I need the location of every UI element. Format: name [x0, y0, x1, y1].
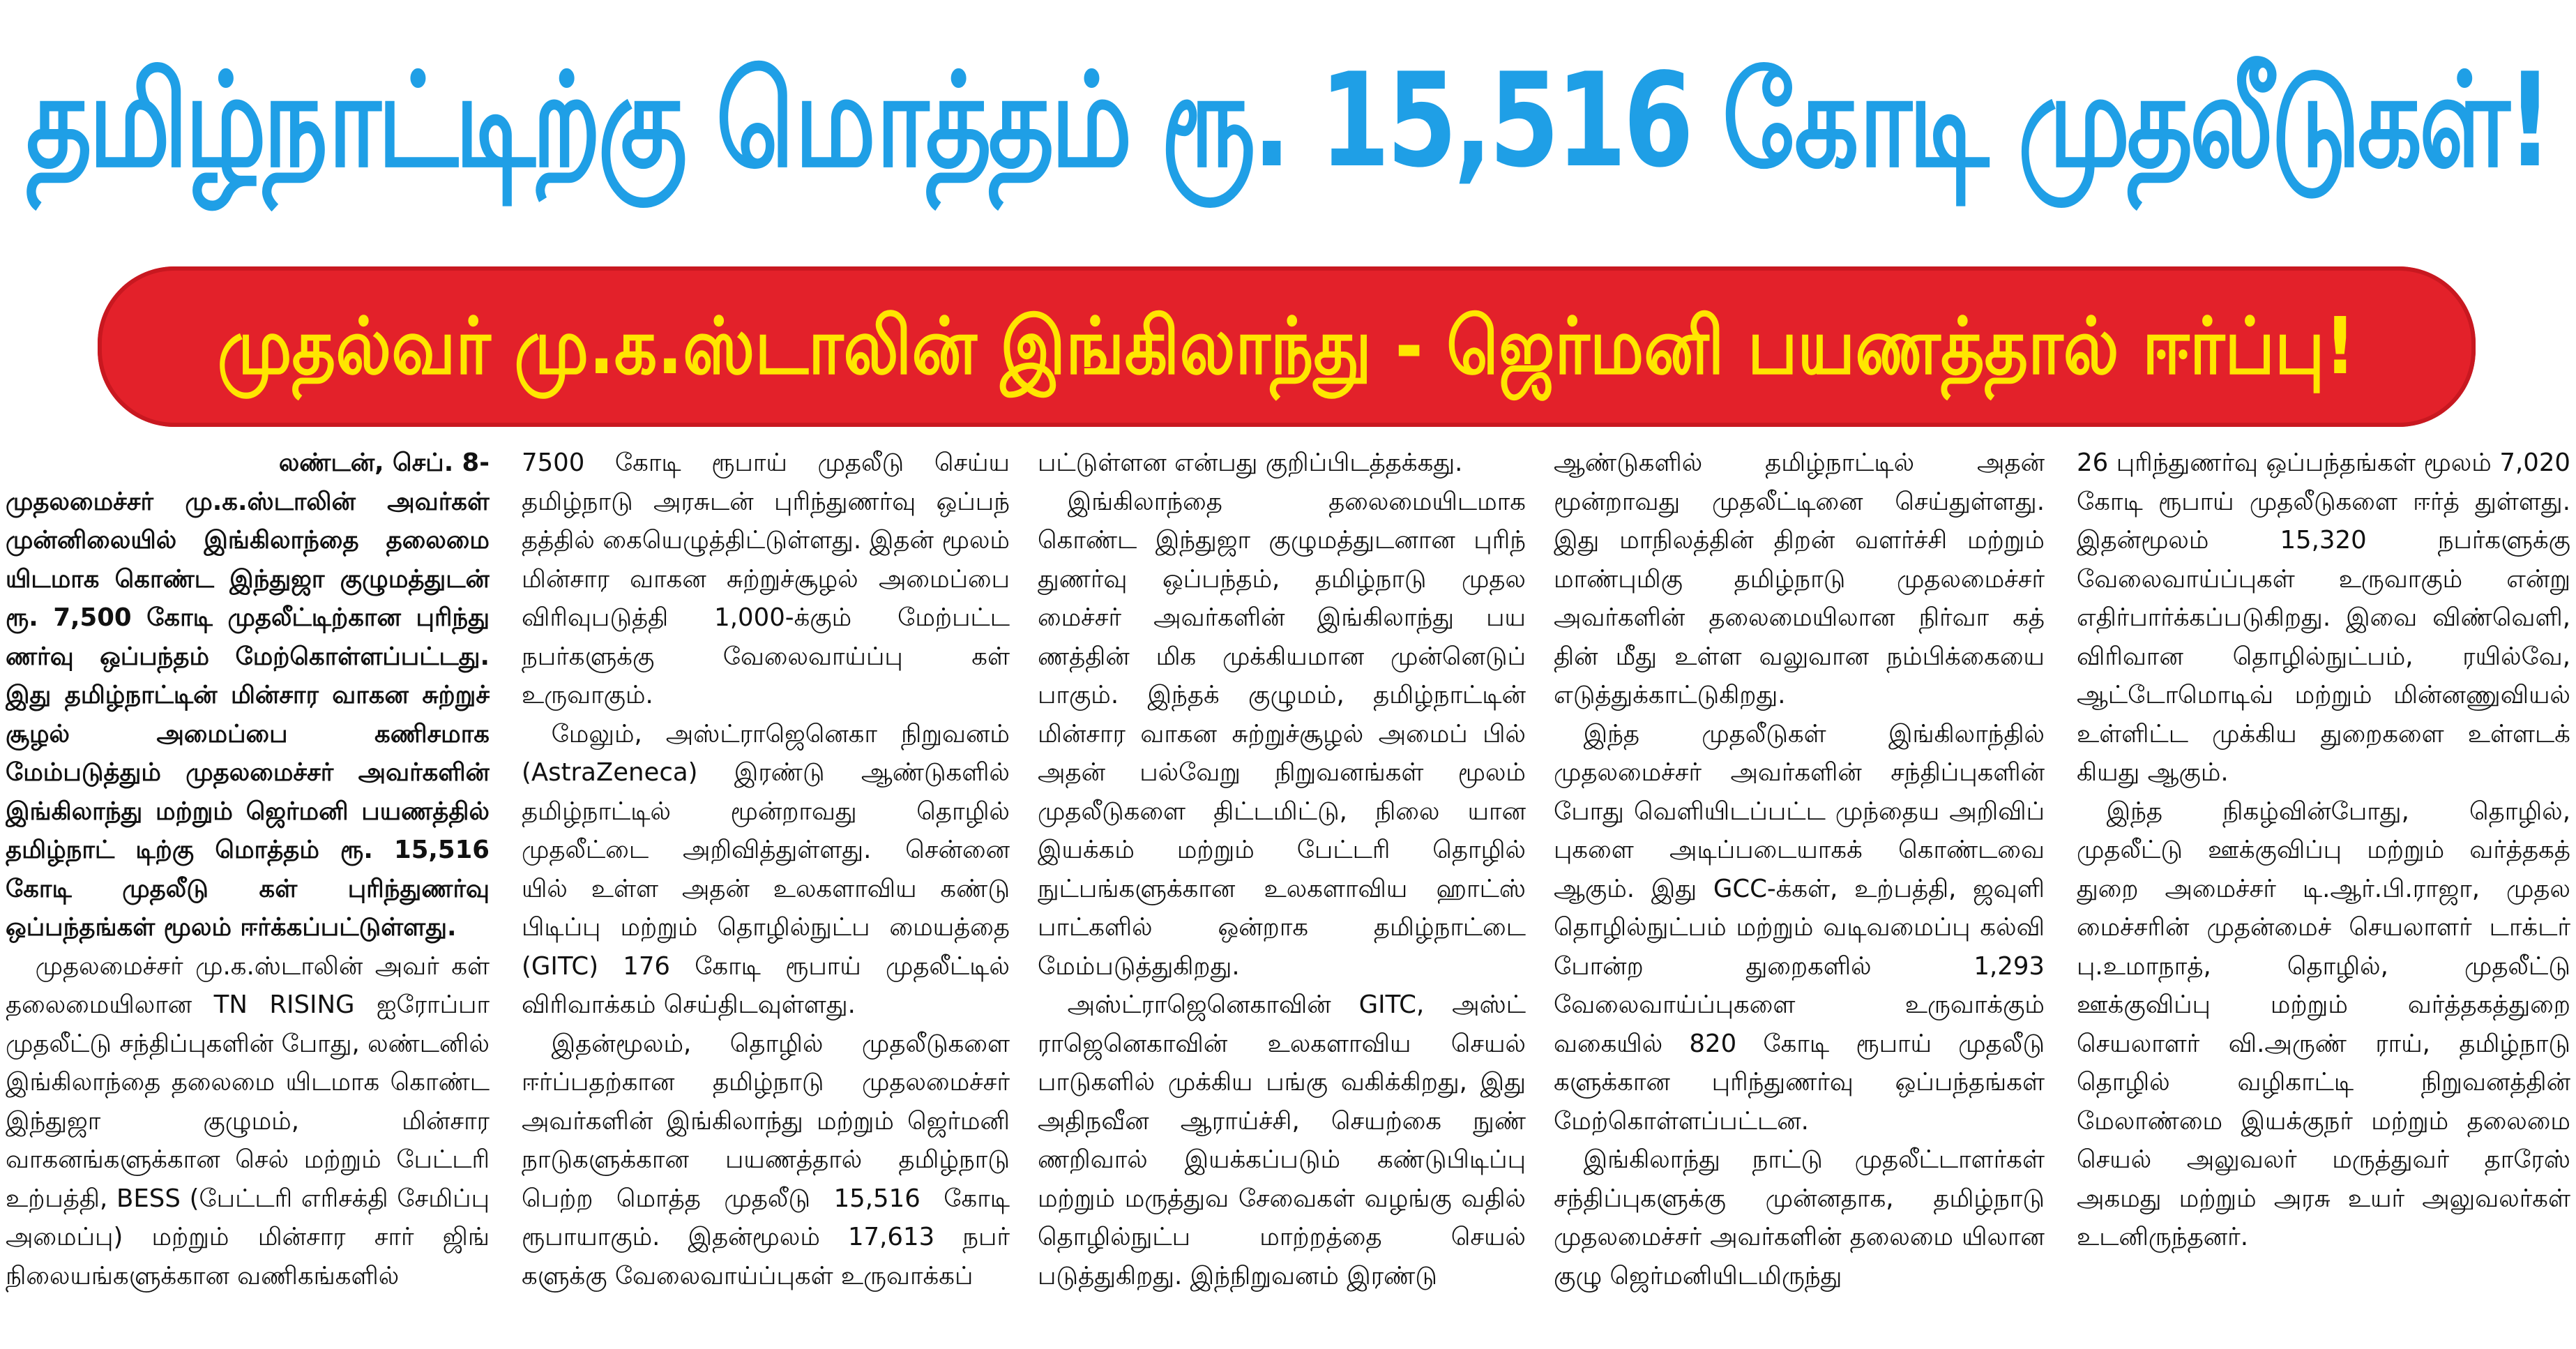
paragraph: இதன்மூலம், தொழில் முதலீடுகளை ஈர்ப்பதற்கான தமிழ்நாடு முதலமைச்சர் அவர்களின் இங்கிலாந்து மற்றும் ஜெர்மனி நாடுகளுக்கான பயணத்தால் தமிழ்நாடு பெற்ற மொத்த முதலீடு 15,516 கோடி ரூபாயாகும். இதன்மூலம் 17,613 நபர் களுக்கு வேலைவாய்ப்புகள் உருவாக்கப்	[522, 1029, 1010, 1290]
paragraph: இங்கிலாந்து நாட்டு முதலீட்டாளர்கள் சந்திப்புகளுக்கு முன்னதாக, தமிழ்நாடு முதலமைச்சர் அவர்களின் தலைமை யிலான குழு ஜெர்மனியிடமிருந்து	[1554, 1145, 2045, 1290]
paragraph: 26 புரிந்துணர்வு ஒப்பந்தங்கள் மூலம் 7,020 கோடி ரூபாய் முதலீடுகளை ஈர்த் துள்ளது. இதன்மூலம் 15,320 நபர்களுக்கு வேலைவாய்ப்புகள் உருவாகும் என்று எதிர்பார்க்கப்படுகிறது. இவை விண்வெளி, விரிவான தொழில்நுட்பம், ரயில்வே, ஆட்டோமொடிவ் மற்றும் மின்னணுவியல் உள்ளிட்ட முக்கிய துறைகளை உள்ளடக் கியது ஆகும்.	[2077, 449, 2570, 787]
article-column-2	[522, 444, 1010, 1349]
dateline: லண்டன், செப். 8-	[278, 449, 490, 477]
article-column-5	[2077, 444, 2570, 1349]
paragraph: அஸ்ட்ராஜெனெகாவின் GITC, அஸ்ட் ராஜெனெகாவின் உலகளாவிய செயல் பாடுகளில் முக்கிய பங்கு வகிக்கிறது, இது அதிநவீன ஆராய்ச்சி, செயற்கை நுண் ணறிவால் இயக்கப்படும் கண்டுபிடிப்பு மற்றும் மருத்துவ சேவைகள் வழங்கு வதில் தொழில்நுட்ப மாற்றத்தை செயல் படுத்துகிறது. இந்நிறுவனம் இரண்டு	[1038, 990, 1526, 1290]
subheadline-banner	[98, 266, 2476, 427]
paragraph: இங்கிலாந்தை தலைமையிடமாக கொண்ட இந்துஜா குழுமத்துடனான புரிந் துணர்வு ஒப்பந்தம், தமிழ்நாடு முதல மைச்சர் அவர்களின் இங்கிலாந்து பய ணத்தின் மிக முக்கியமான முன்னெடுப் பாகும். இந்தக் குழுமம், தமிழ்நாட்டின் மின்சார வாகன சுற்றுச்சூழல் அமைப் பில் அதன் பல்வேறு நிறுவனங்கள் மூலம் முதலீடுகளை திட்டமிட்டு, நிலை யான இயக்கம் மற்றும் பேட்டரி தொழில் நுட்பங்களுக்கான உலகளாவிய ஹாட்ஸ் பாட்களில் ஒன்றாக தமிழ்நாட்டை மேம்படுத்துகிறது.	[1038, 487, 1526, 981]
subheadline-text: முதல்வர் மு.க.ஸ்டாலின் இங்கிலாந்து - ஜெர்மனி பயணத்தால் ஈர்ப்பு!	[217, 301, 2356, 392]
paragraph: முதலமைச்சர் மு.க.ஸ்டாலின் அவர் கள் தலைமையிலான TN RISING ஐரோப்பா முதலீட்டு சந்திப்புகளின் போது, லண்டனில் இங்கிலாந்தை தலைமை யிடமாக கொண்ட இந்துஜா குழுமம், மின்சார வாகனங்களுக்கான செல் மற்றும் பேட்டரி உற்பத்தி, BESS (பேட்டரி எரிசக்தி சேமிப்பு அமைப்பு) மற்றும் மின்சார சார் ஜிங் நிலையங்களுக்கான வணிகங்களில்	[6, 951, 490, 1290]
paragraph: இந்த நிகழ்வின்போது, தொழில், முதலீட்டு ஊக்குவிப்பு மற்றும் வர்த்தகத் துறை அமைச்சர் டி.ஆர்.பி.ராஜா, முதல மைச்சரின் முதன்மைச் செயலாளர் டாக்டர் பு.உமாநாத், தொழில், முதலீட்டு ஊக்குவிப்பு மற்றும் வர்த்தகத்துறை செயலாளர் வி.அருண் ராய், தமிழ்நாடு தொழில் வழிகாட்டி நிறுவனத்தின் மேலாண்மை இயக்குநர் மற்றும் தலைமை செயல் அலுவலர் மருத்துவர் தாரேஸ் அகமது மற்றும் அரசு உயர் அலுவலர்கள் உடனிருந்தனர்.	[2077, 797, 2570, 1251]
paragraph: பட்டுள்ளன என்பது குறிப்பிடத்தக்கது.	[1038, 449, 1463, 477]
paragraph: மேலும், அஸ்ட்ராஜெனெகா நிறுவனம் (AstraZeneca) இரண்டு ஆண்டுகளில் தமிழ்நாட்டில் மூன்றாவது தொழில் முதலீட்டை அறிவித்துள்ளது. சென்னை யில் உள்ள அதன் உலகளாவிய கண்டு பிடிப்பு மற்றும் தொழில்நுட்ப மையத்தை (GITC) 176 கோடி ரூபாய் முதலீட்டில் விரிவாக்கம் செய்திடவுள்ளது.	[522, 719, 1010, 1019]
headline	[0, 0, 2576, 241]
article-column-4	[1554, 444, 2045, 1349]
headline-text: தமிழ்நாட்டிற்கு மொத்தம் ரூ. 15,516 கோடி முதலீடுகள்!	[26, 44, 2550, 196]
paragraph: இந்த முதலீடுகள் இங்கிலாந்தில் முதலமைச்சர் அவர்களின் சந்திப்புகளின் போது வெளியிடப்பட்ட முந்தைய அறிவிப் புகளை அடிப்படையாகக் கொண்டவை ஆகும். இது GCC-க்கள், உற்பத்தி, ஜவுளி தொழில்நுட்பம் மற்றும் வடிவமைப்பு கல்வி போன்ற துறைகளில் 1,293 வேலைவாய்ப்புகளை உருவாக்கும் வகையில் 820 கோடி ரூபாய் முதலீடு களுக்கான புரிந்துணர்வு ஒப்பந்தங்கள் மேற்கொள்ளப்பட்டன.	[1554, 719, 2045, 1136]
article-column-1	[6, 444, 490, 1349]
lead-paragraph: முதலமைச்சர் மு.க.ஸ்டாலின் அவர்கள் முன்னிலையில் இங்கிலாந்தை தலைமை யிடமாக கொண்ட இந்துஜா குழுமத்துடன் ரூ. 7,500 கோடி முதலீட்டிற்கான புரிந்து ணர்வு ஒப்பந்தம் மேற்கொள்ளப்பட்டது. இது தமிழ்நாட்டின் மின்சார வாகன சுற்றுச் சூழல் அமைப்பை கணிசமாக மேம்படுத்தும் முதலமைச்சர் அவர்களின் இங்கிலாந்து மற்றும் ஜெர்மனி பயணத்தில் தமிழ்நாட் டிற்கு மொத்தம் ரூ. 15,516 கோடி முதலீடு கள் புரிந்துணர்வு ஒப்பந்தங்கள் மூலம் ஈர்க்கப்பட்டுள்ளது.	[6, 487, 490, 942]
article-column-3	[1038, 444, 1526, 1349]
paragraph: ஆண்டுகளில் தமிழ்நாட்டில் அதன் மூன்றாவது முதலீட்டினை செய்துள்ளது. இது மாநிலத்தின் திறன் வளர்ச்சி மற்றும் மாண்புமிகு தமிழ்நாடு முதலமைச்சர் அவர்களின் தலைமையிலான நிர்வா கத் தின் மீது உள்ள வலுவான நம்பிக்கையை எடுத்துக்காட்டுகிறது.	[1554, 449, 2045, 709]
paragraph: 7500 கோடி ரூபாய் முதலீடு செய்ய தமிழ்நாடு அரசுடன் புரிந்துணர்வு ஒப்பந் தத்தில் கையெழுத்திட்டுள்ளது. இதன் மூலம் மின்சார வாகன சுற்றுச்சூழல் அமைப்பை விரிவுபடுத்தி 1,000-க்கும் மேற்பட்ட நபர்களுக்கு வேலைவாய்ப்பு கள் உருவாகும்.	[522, 449, 1010, 709]
article-body	[0, 444, 2576, 1349]
